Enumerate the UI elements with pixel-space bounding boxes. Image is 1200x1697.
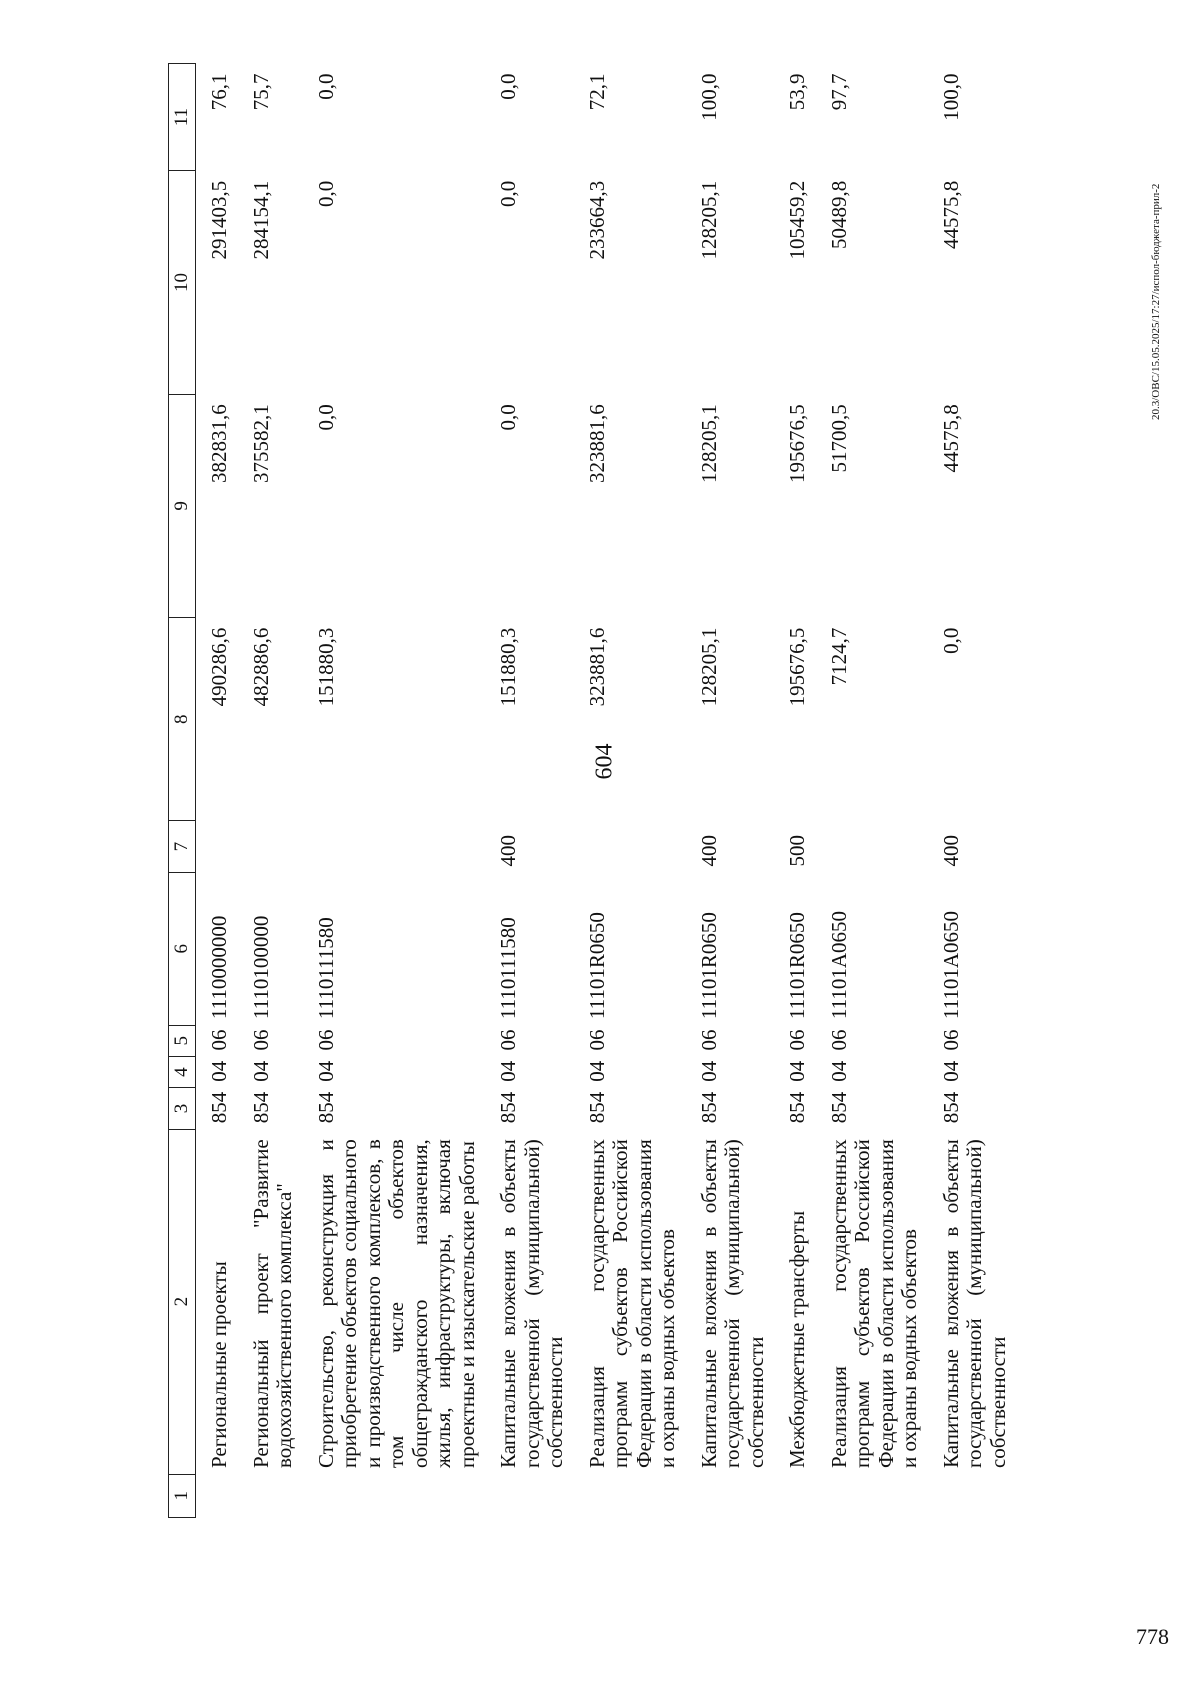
cell-col3: 854 bbox=[785, 1091, 810, 1124]
cell-name: Межбюджетные трансферты bbox=[785, 1210, 810, 1469]
cell-col11: 53,9 bbox=[785, 73, 810, 111]
column-header-11: 11 bbox=[169, 64, 196, 171]
cell-col8: 490286,6 bbox=[207, 627, 231, 707]
cell-col3: 854 bbox=[207, 1091, 231, 1124]
cell-col4: 04 bbox=[785, 1060, 810, 1082]
cell-col4: 04 bbox=[938, 1060, 963, 1082]
table-row bbox=[238, 64, 303, 1518]
cell-col5: 06 bbox=[785, 1029, 810, 1051]
cell-col3: 854 bbox=[938, 1091, 963, 1124]
cell-name: Капитальные вложения в объекты государственной (муниципальной) собственности bbox=[496, 1139, 568, 1469]
table-row bbox=[774, 64, 816, 1518]
cell-col4: 04 bbox=[696, 1060, 721, 1082]
cell-col4: 04 bbox=[313, 1060, 338, 1082]
cell-col9: 51700,5 bbox=[826, 404, 851, 473]
table-body bbox=[196, 64, 1017, 1518]
cell-col8: 151880,3 bbox=[496, 627, 521, 707]
cell-col10: 0,0 bbox=[496, 180, 521, 207]
cell-col6: 1110111580 bbox=[313, 917, 338, 1020]
cell-col1 bbox=[574, 1474, 686, 1517]
cell-col5: 06 bbox=[207, 1029, 231, 1051]
cell-col9: 375582,1 bbox=[248, 404, 273, 483]
footer-reference: 20.3/ОВС/15.05.2025/17:27/испол-бюджета-прил-2 bbox=[1150, 183, 1162, 420]
cell-col9: 195676,5 bbox=[785, 404, 810, 483]
cell-col9: 128205,1 bbox=[696, 404, 721, 483]
cell-col6: 11101R0650 bbox=[584, 912, 609, 1020]
column-header-5: 5 bbox=[169, 1025, 196, 1056]
budget-table-container bbox=[168, 63, 1048, 1518]
cell-col9: 0,0 bbox=[313, 404, 338, 431]
cell-col6: 11101A0650 bbox=[938, 911, 963, 1020]
table-row bbox=[574, 64, 686, 1518]
cell-col11: 72,1 bbox=[584, 73, 609, 111]
cell-col7: 400 bbox=[938, 834, 963, 867]
cell-col1 bbox=[238, 1474, 303, 1517]
cell-col4: 04 bbox=[584, 1060, 609, 1082]
cell-col5: 06 bbox=[248, 1029, 273, 1051]
cell-col8: 482886,6 bbox=[248, 627, 273, 707]
cell-col1 bbox=[303, 1474, 486, 1517]
cell-col1 bbox=[774, 1474, 816, 1517]
cell-col11: 75,7 bbox=[248, 73, 273, 111]
cell-col11: 0,0 bbox=[313, 73, 338, 100]
cell-col6: 1110000000 bbox=[207, 915, 231, 1020]
cell-col4: 04 bbox=[826, 1060, 851, 1082]
cell-name: Строительство, реконструкция и приобретение объектов социального и производственного комплексов, в том числе объектов общегражданского назначения, жилья, инфраструктуры, включая проектные и изыскательские работы bbox=[313, 1139, 479, 1469]
cell-col7 bbox=[238, 821, 303, 873]
table-row bbox=[196, 64, 238, 1518]
table-row bbox=[485, 64, 574, 1518]
column-header-1: 1 bbox=[169, 1474, 196, 1517]
cell-col10: 0,0 bbox=[313, 180, 338, 207]
cell-col6: 1110111580 bbox=[496, 917, 521, 1020]
page-number-top: 604 bbox=[591, 743, 618, 780]
column-header-3: 3 bbox=[169, 1088, 196, 1129]
cell-col10: 291403,5 bbox=[207, 180, 231, 260]
cell-col8: 151880,3 bbox=[313, 627, 338, 707]
cell-col10: 105459,2 bbox=[785, 180, 810, 260]
cell-col11: 0,0 bbox=[496, 73, 521, 100]
cell-col7: 400 bbox=[696, 834, 721, 867]
cell-col4: 04 bbox=[496, 1060, 521, 1082]
cell-col10: 284154,1 bbox=[248, 180, 273, 260]
page-number-bottom: 778 bbox=[1136, 1624, 1169, 1649]
cell-col8: 195676,5 bbox=[785, 627, 810, 707]
column-header-2: 2 bbox=[169, 1129, 196, 1474]
cell-col3: 854 bbox=[826, 1091, 851, 1124]
cell-col5: 06 bbox=[696, 1029, 721, 1051]
cell-col5: 06 bbox=[496, 1029, 521, 1051]
cell-name: Капитальные вложения в объекты государственной (муниципальной) собственности bbox=[938, 1139, 1010, 1469]
cell-col4: 04 bbox=[207, 1060, 231, 1082]
column-header-7: 7 bbox=[169, 821, 196, 873]
budget-table bbox=[168, 63, 1016, 1518]
cell-col5: 06 bbox=[938, 1029, 963, 1051]
cell-col1 bbox=[196, 1474, 238, 1517]
cell-col4: 04 bbox=[248, 1060, 273, 1082]
cell-col8: 128205,1 bbox=[696, 627, 721, 707]
cell-col7 bbox=[196, 821, 238, 873]
cell-col9: 44575,8 bbox=[938, 404, 963, 473]
cell-name: Реализация государственных программ субъектов Российской Федерации в области использования и охраны водных объектов bbox=[584, 1139, 680, 1469]
table-row bbox=[928, 64, 1017, 1518]
table-row bbox=[686, 64, 775, 1518]
cell-name: Региональный проект "Развитие водохозяйственного комплекса" bbox=[248, 1139, 297, 1469]
cell-col11: 100,0 bbox=[696, 73, 721, 121]
cell-col5: 06 bbox=[826, 1029, 851, 1051]
column-header-10: 10 bbox=[169, 171, 196, 394]
cell-col11: 100,0 bbox=[938, 73, 963, 121]
column-header-4: 4 bbox=[169, 1056, 196, 1087]
cell-name: Реализация государственных программ субъектов Российской Федерации в области использования и охраны водных объектов bbox=[826, 1139, 922, 1469]
cell-col11: 76,1 bbox=[207, 73, 231, 111]
cell-col5: 06 bbox=[313, 1029, 338, 1051]
cell-col10: 233664,3 bbox=[584, 180, 609, 260]
cell-col3: 854 bbox=[313, 1091, 338, 1124]
cell-col11: 97,7 bbox=[826, 73, 851, 111]
table-row bbox=[816, 64, 928, 1518]
cell-col6: 11101R0650 bbox=[785, 912, 810, 1020]
cell-col7 bbox=[303, 821, 486, 873]
cell-col8: 0,0 bbox=[938, 627, 963, 654]
cell-col9: 323881,6 bbox=[584, 404, 609, 483]
cell-col7 bbox=[574, 821, 686, 873]
cell-col1 bbox=[928, 1474, 1017, 1517]
column-header-6: 6 bbox=[169, 872, 196, 1025]
cell-col6: 1110100000 bbox=[248, 915, 273, 1020]
cell-name: Региональные проекты bbox=[207, 1261, 231, 1469]
cell-col8: 7124,7 bbox=[826, 627, 851, 686]
cell-col10: 50489,8 bbox=[826, 180, 851, 249]
cell-col3: 854 bbox=[496, 1091, 521, 1124]
column-header-8: 8 bbox=[169, 618, 196, 821]
column-header-9: 9 bbox=[169, 394, 196, 617]
cell-col6: 11101A0650 bbox=[826, 911, 851, 1020]
cell-col9: 0,0 bbox=[496, 404, 521, 431]
cell-name: Капитальные вложения в объекты государственной (муниципальной) собственности bbox=[696, 1139, 768, 1469]
cell-col1 bbox=[816, 1474, 928, 1517]
table-row bbox=[303, 64, 486, 1518]
cell-col8: 323881,6 bbox=[584, 627, 609, 707]
cell-col3: 854 bbox=[696, 1091, 721, 1124]
cell-col10: 128205,1 bbox=[696, 180, 721, 260]
cell-col1 bbox=[686, 1474, 775, 1517]
column-header-row bbox=[169, 64, 196, 1518]
cell-col7 bbox=[816, 821, 928, 873]
cell-col7: 400 bbox=[496, 834, 521, 867]
cell-col3: 854 bbox=[248, 1091, 273, 1124]
cell-col9: 382831,6 bbox=[207, 404, 231, 483]
cell-col3: 854 bbox=[584, 1091, 609, 1124]
cell-col6: 11101R0650 bbox=[696, 912, 721, 1020]
cell-col5: 06 bbox=[584, 1029, 609, 1051]
cell-col7: 500 bbox=[785, 834, 810, 867]
cell-col10: 44575,8 bbox=[938, 180, 963, 249]
cell-col1 bbox=[485, 1474, 574, 1517]
